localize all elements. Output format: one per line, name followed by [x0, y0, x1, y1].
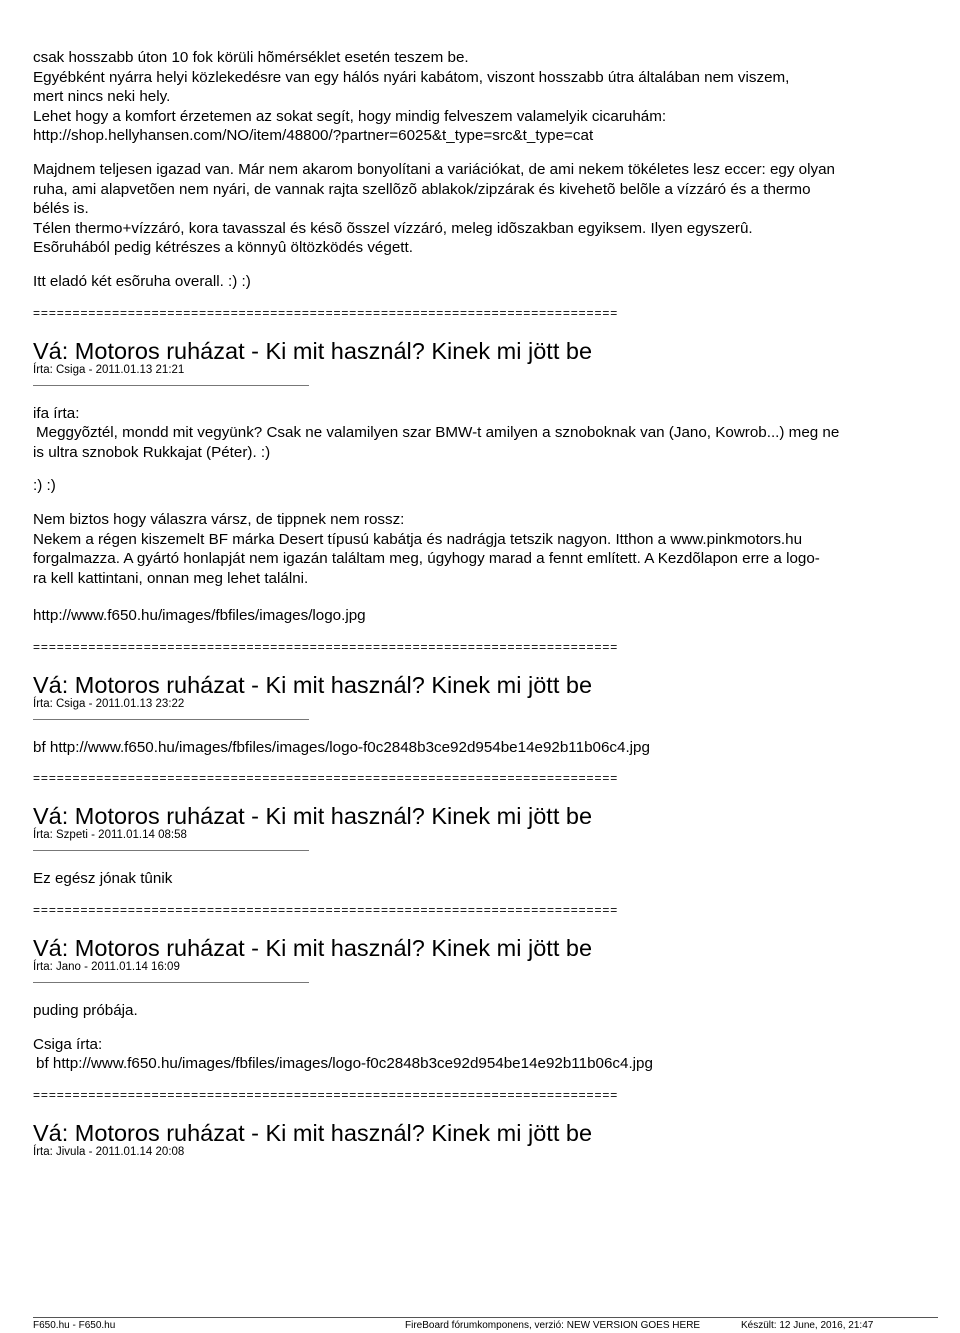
reply-line: bélés is. — [33, 200, 89, 218]
footer-component: FireBoard fórumkomponens, verzió: NEW VERSION GOES HERE — [405, 1320, 701, 1331]
quote-line: is ultra sznobok Rukkajat (Péter). :) — [33, 443, 271, 461]
intro-line: mert nincs neki hely. — [33, 88, 171, 106]
post-meta: Írta: Jivula - 2011.01.14 20:08 — [33, 1145, 185, 1158]
footer-generated: Készült: 12 June, 2016, 21:47 — [741, 1320, 874, 1331]
separator: ========================================================================== — [33, 1087, 619, 1102]
post-title: Vá: Motoros ruházat - Ki mit használ? Kinek mi jött be — [33, 1119, 593, 1146]
post-link[interactable]: http://www.f650.hu/images/fbfiles/images/logo.jpg — [33, 607, 366, 625]
intro-link[interactable]: http://shop.hellyhansen.com/NO/item/48800/?partner=6025&t_type=src&t_type=cat — [33, 127, 594, 145]
intro-line: Egyébként nyárra helyi közlekedésre van egy hálós nyári kabátom, viszont hosszabb útra általában nem viszem, — [33, 68, 790, 86]
post — [33, 672, 938, 786]
intro-line: Lehet hogy a komfort érzetemen az sokat segít, hogy mindig felveszem valamelyik cicaruhám: — [33, 107, 667, 125]
intro-line: csak hosszabb úton 10 fok körüli hõmérséklet esetén teszem be. — [33, 49, 469, 66]
quote-label: Csiga írta: — [33, 1035, 103, 1053]
post-body: Ez egész jónak tûnik — [33, 870, 173, 888]
separator: ========================================================================== — [33, 305, 619, 320]
post-body: bf http://www.f650.hu/images/fbfiles/images/logo-f0c2848b3ce92d954be14e92b11b06c4.jpg — [33, 738, 650, 756]
quote-line: Meggyõztél, mondd mit vegyünk? Csak ne valamilyen szar BMW-t amilyen a sznoboknak van (Jano, Kowrob...) meg ne — [36, 424, 840, 442]
separator: ========================================================================== — [33, 903, 619, 918]
post-meta: Írta: Csiga - 2011.01.13 23:22 — [33, 697, 185, 710]
post-title: Vá: Motoros ruházat - Ki mit használ? Kinek mi jött be — [33, 803, 593, 830]
post-body-line: Nekem a régen kiszemelt BF márka Desert típusú kabátja és nadrágja tetszik nagyon. Itthon a www.pinkmotors.hu — [33, 530, 803, 548]
post-meta: Írta: Jano - 2011.01.14 16:09 — [33, 961, 180, 974]
post — [33, 338, 938, 654]
footer-site: F650.hu - F650.hu — [33, 1320, 116, 1331]
reply-line: Télen thermo+vízzáró, kora tavasszal és késõ õsszel vízzáró, meleg idõszakban egyiksem. Ilyen egyszerû. — [33, 219, 753, 237]
post — [33, 935, 938, 1102]
post-body-line: Nem biztos hogy válaszra vársz, de tippnek nem rossz: — [33, 510, 405, 528]
post-body-line: forgalmazza. A gyártó honlapját nem igazán találtam meg, úgyhogy marad a fennt említett. A Kezdõlapon erre a logo- — [33, 550, 820, 568]
intro-section — [33, 48, 938, 320]
reply-line: ruha, ami alapvetõen nem nyári, de vannak rajta szellõzõ ablakok/zipzárak és kivehetõ belõle a vízzáró és a thermo — [33, 180, 811, 198]
post — [33, 1120, 938, 1159]
reply-line: Majdnem teljesen igazad van. Már nem akarom bonyolítani a variációkat, de ami nekem tökéletes lesz eccer: egy olyan — [33, 160, 835, 178]
post-title: Vá: Motoros ruházat - Ki mit használ? Kinek mi jött be — [33, 337, 593, 364]
post-title: Vá: Motoros ruházat - Ki mit használ? Kinek mi jött be — [33, 671, 593, 698]
smiley-text: :) :) — [33, 477, 56, 495]
intro-closing: Itt eladó két esõruha overall. :) :) — [33, 272, 251, 290]
forum-thread — [33, 48, 938, 1159]
post-body: puding próbája. — [33, 1002, 138, 1020]
post-body-line: ra kell kattintani, onnan meg lehet találni. — [33, 569, 309, 587]
separator: ========================================================================== — [33, 639, 619, 654]
separator: ========================================================================== — [33, 771, 619, 786]
post-meta: Írta: Csiga - 2011.01.13 21:21 — [33, 363, 185, 376]
post-title: Vá: Motoros ruházat - Ki mit használ? Kinek mi jött be — [33, 935, 593, 962]
post-meta: Írta: Szpeti - 2011.01.14 08:58 — [33, 829, 187, 842]
post — [33, 803, 938, 917]
page-footer — [33, 1317, 938, 1332]
quote-line: bf http://www.f650.hu/images/fbfiles/images/logo-f0c2848b3ce92d954be14e92b11b06c4.jpg — [36, 1055, 653, 1073]
reply-line: Esõruhából pedig kétrészes a könnyû öltözködés végett. — [33, 239, 413, 257]
quote-label: ifa írta: — [33, 404, 80, 422]
